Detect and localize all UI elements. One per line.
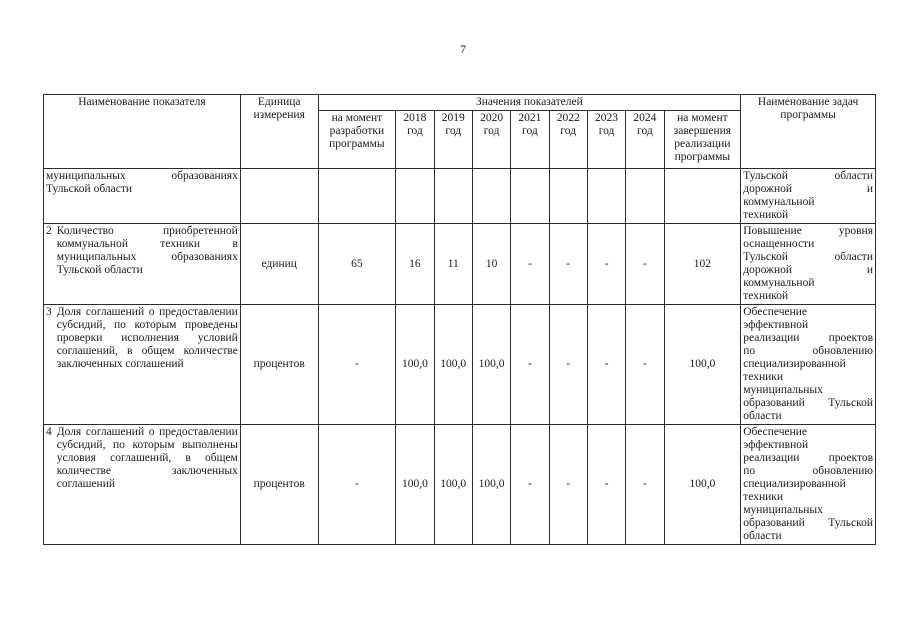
- task-line: техники: [743, 491, 784, 503]
- header-values-group: Значения показателей: [318, 95, 741, 111]
- value-cell: 100,0: [664, 425, 741, 545]
- task-line: дорожной и: [743, 264, 873, 276]
- task-line: области: [743, 410, 782, 422]
- value-cell: -: [549, 305, 587, 425]
- table-row: [44, 425, 876, 545]
- value-cell: [626, 169, 664, 224]
- task-line: коммунальной: [743, 196, 815, 208]
- value-cell: 65: [318, 224, 396, 305]
- unit-cell: процентов: [240, 425, 318, 545]
- header-sub-2020: 2020 год: [472, 111, 510, 169]
- value-cell: -: [511, 224, 549, 305]
- header-sub-2023: 2023 год: [587, 111, 625, 169]
- value-cell: -: [549, 224, 587, 305]
- value-cell: 100,0: [664, 305, 741, 425]
- task-line: Тульской области: [743, 251, 873, 263]
- header-unit: Единица измерения: [240, 95, 318, 169]
- task-cell: [741, 169, 876, 224]
- table-row: [44, 305, 876, 425]
- value-cell: 100,0: [396, 425, 434, 545]
- row-number: 3: [46, 306, 52, 318]
- indicator-name: Количество приобретенной коммунальной техники в муниципальных образованиях Тульской области: [56, 225, 238, 276]
- indicator-name: Доля соглашений о предоставлении субсидий, по которым выполнены условия соглашений, в общем количестве заключенных соглашений: [56, 426, 238, 490]
- value-cell: 100,0: [434, 305, 472, 425]
- task-line: техники: [743, 371, 784, 383]
- value-cell: -: [318, 305, 396, 425]
- value-cell: -: [587, 224, 625, 305]
- task-cell: [741, 425, 876, 545]
- value-cell: -: [626, 305, 664, 425]
- indicator-name-cell: [44, 305, 241, 425]
- value-cell: -: [587, 305, 625, 425]
- task-line: техникой: [743, 290, 789, 302]
- row-number: 4: [46, 426, 52, 438]
- task-line: Обеспечение: [743, 426, 808, 438]
- value-cell: [396, 169, 434, 224]
- header-sub-2021: 2021 год: [511, 111, 549, 169]
- value-cell: -: [511, 305, 549, 425]
- table-row: [44, 224, 876, 305]
- row-number: 2: [46, 225, 52, 237]
- task-line: Обеспечение: [743, 306, 808, 318]
- header-sub-2024: 2024 год: [626, 111, 664, 169]
- task-line: муниципальных: [743, 504, 823, 516]
- header-sub-2018: 2018 год: [396, 111, 434, 169]
- value-cell: 100,0: [472, 425, 510, 545]
- value-cell: -: [511, 425, 549, 545]
- header-sub-start: на момент разработки программы: [318, 111, 396, 169]
- value-cell: -: [626, 224, 664, 305]
- task-line: по обновлению: [743, 345, 873, 357]
- task-line: техникой: [743, 209, 789, 221]
- header-sub-2019: 2019 год: [434, 111, 472, 169]
- task-cell: [741, 305, 876, 425]
- value-cell: [318, 169, 396, 224]
- value-cell: [549, 169, 587, 224]
- task-line: Повышение уровня: [743, 225, 873, 237]
- task-line: специализированной: [743, 358, 846, 370]
- task-line: специализированной: [743, 478, 846, 490]
- value-cell: [511, 169, 549, 224]
- value-cell: 16: [396, 224, 434, 305]
- value-cell: 100,0: [434, 425, 472, 545]
- value-cell: 100,0: [472, 305, 510, 425]
- value-cell: 10: [472, 224, 510, 305]
- header-row-1: [44, 95, 876, 111]
- indicator-name-cell: [44, 425, 241, 545]
- value-cell: -: [318, 425, 396, 545]
- indicator-name: Доля соглашений о предоставлении субсидий, по которым проведены проверки исполнения условий соглашений, в общем количестве заключенных соглашений: [56, 306, 238, 370]
- header-indicator-name: Наименование показателя: [44, 95, 241, 169]
- unit-cell: процентов: [240, 305, 318, 425]
- header-sub-2022: 2022 год: [549, 111, 587, 169]
- task-line: эффективной: [743, 439, 809, 451]
- value-cell: [587, 169, 625, 224]
- indicators-table: [43, 94, 876, 545]
- task-line: Тульской области: [743, 170, 873, 182]
- task-line: по обновлению: [743, 465, 873, 477]
- value-cell: [664, 169, 741, 224]
- task-line: муниципальных: [743, 384, 823, 396]
- header-task-name: Наименование задач программы: [741, 95, 876, 169]
- task-line: коммунальной: [743, 277, 815, 289]
- task-line: образований Тульской: [743, 397, 873, 409]
- unit-cell: [240, 169, 318, 224]
- value-cell: -: [587, 425, 625, 545]
- task-line: реализации проектов: [743, 452, 873, 464]
- task-line: оснащенности: [743, 238, 815, 250]
- value-cell: -: [549, 425, 587, 545]
- header-sub-end: на момент завершения реализации программы: [664, 111, 741, 169]
- indicator-name: муниципальных образованиях Тульской области: [46, 170, 238, 195]
- table-row: [44, 169, 876, 224]
- task-cell: [741, 224, 876, 305]
- unit-cell: единиц: [240, 224, 318, 305]
- indicator-name-cell: [44, 224, 241, 305]
- task-line: образований Тульской: [743, 517, 873, 529]
- value-cell: 11: [434, 224, 472, 305]
- value-cell: [434, 169, 472, 224]
- task-line: реализации проектов: [743, 332, 873, 344]
- task-line: эффективной: [743, 319, 809, 331]
- task-line: области: [743, 530, 782, 542]
- value-cell: -: [626, 425, 664, 545]
- value-cell: [472, 169, 510, 224]
- task-line: дорожной и: [743, 183, 873, 195]
- page-number: 7: [460, 42, 466, 56]
- value-cell: 100,0: [396, 305, 434, 425]
- value-cell: 102: [664, 224, 741, 305]
- indicator-name-cell: [44, 169, 241, 224]
